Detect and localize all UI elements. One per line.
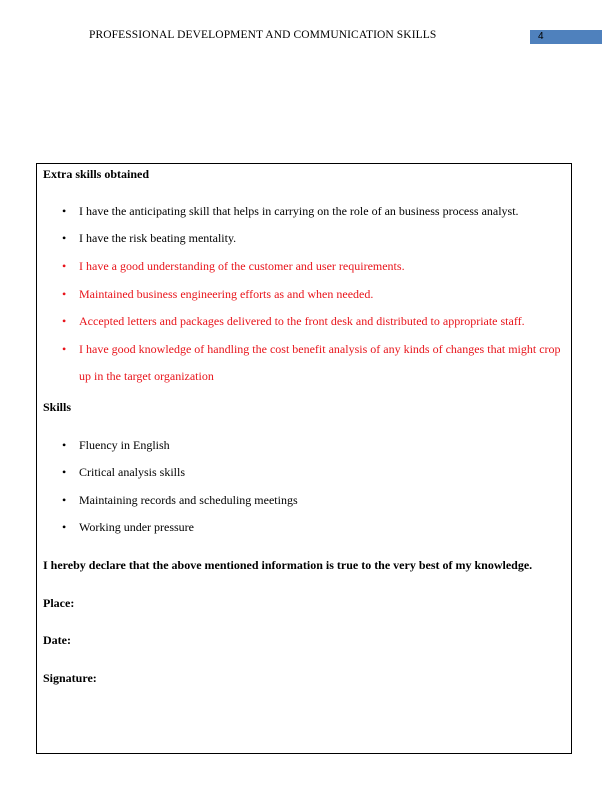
bullet-icon: •	[62, 314, 67, 328]
bullet-icon: •	[62, 204, 67, 218]
signature-field-label: Signature:	[43, 671, 97, 685]
extra-skills-heading: Extra skills obtained	[43, 167, 150, 181]
list-item	[62, 281, 569, 308]
list-item-text: Critical analysis skills	[79, 465, 185, 479]
bullet-icon: •	[62, 493, 67, 507]
list-item-text: I have good knowledge of handling the cost benefit analysis of any kinds of changes that might crop up in the target organization	[79, 342, 561, 383]
list-item	[62, 487, 569, 514]
bullet-icon: •	[62, 259, 67, 273]
list-item	[62, 253, 569, 280]
page-header-title: PROFESSIONAL DEVELOPMENT AND COMMUNICATION SKILLS	[89, 29, 437, 41]
place-field-label: Place:	[43, 596, 75, 610]
list-item-text: Working under pressure	[79, 520, 195, 534]
list-item	[62, 432, 569, 459]
bullet-icon: •	[62, 438, 67, 452]
list-item-text: I have a good understanding of the customer and user requirements.	[79, 259, 405, 273]
list-item	[62, 225, 569, 252]
date-field-label: Date:	[43, 633, 71, 647]
list-item-text: I have the risk beating mentality.	[79, 231, 237, 245]
list-item-text: Maintaining records and scheduling meetings	[79, 493, 298, 507]
list-item	[62, 308, 569, 335]
skills-heading: Skills	[43, 400, 72, 414]
bullet-icon: •	[62, 231, 67, 245]
bullet-icon: •	[62, 465, 67, 479]
list-item	[62, 198, 569, 225]
page-number-box	[530, 30, 602, 44]
list-item	[62, 459, 569, 486]
declaration-text: I hereby declare that the above mentioned information is true to the very best of my knowledge.	[43, 558, 533, 572]
list-item	[62, 336, 569, 390]
list-item-text: Maintained business engineering efforts as and when needed.	[79, 287, 374, 301]
bullet-icon: •	[62, 287, 67, 301]
page-number: 4	[538, 31, 544, 42]
list-item-text: Accepted letters and packages delivered to the front desk and distributed to appropriate staff.	[79, 314, 525, 328]
content-box	[36, 163, 572, 754]
list-item-text: Fluency in English	[79, 438, 170, 452]
list-item	[62, 514, 569, 541]
list-item-text: I have the anticipating skill that helps in carrying on the role of an business process analyst.	[79, 204, 519, 218]
bullet-icon: •	[62, 520, 67, 534]
bullet-icon: •	[62, 342, 67, 356]
